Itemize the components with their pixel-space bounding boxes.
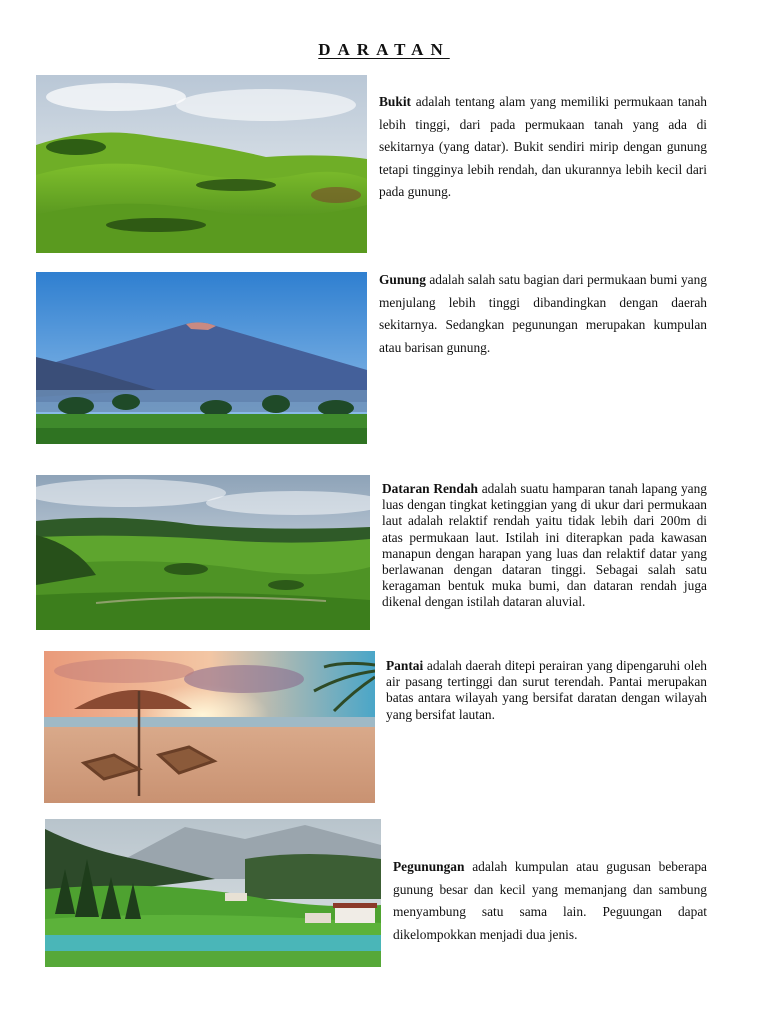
section-bukit [379,91,707,204]
page-title: DARATAN [318,40,450,59]
term-pantai: Pantai [386,658,424,673]
term-pegunungan: Pegunungan [393,859,465,874]
desc-dataran-rendah: adalah suatu hamparan tanah lapang yang luas dengan tingkat ketinggian yang di ukur dari permukaan laut adalah relaktif rendah yaitu tidak lebih dari 200m di atas permukaan laut. Istilah ini diterapkan pada kawasan manapun dengan harapan yang luas dan relaktif datar yang berlawanan dengan dataran tinggi. Sebagai salah satu keragaman bentuk muka bumi, dan dataran rendah juga dikenal dengan istilah dataran aluvial. [382,481,707,610]
term-dataran-rendah: Dataran Rendah [382,481,478,496]
section-pantai [386,658,707,723]
term-gunung: Gunung [379,272,426,287]
term-bukit: Bukit [379,94,412,109]
hills-photo [36,75,367,253]
desc-pegunungan: adalah kumpulan atau gugusan beberapa gunung besar dan kecil yang memanjang dan sambung menyambung satu sama lain. Peguungan dapat dikelompokkan menjadi dua jenis. [393,859,707,942]
desc-pantai: adalah daerah ditepi perairan yang dipengaruhi oleh air pasang tertinggi dan surut terendah. Pantai merupakan batas antara wilayah yang bersifat daratan dengan wilayah yang bersifat lautan. [386,658,707,722]
beach-photo [44,651,375,803]
desc-bukit: adalah tentang alam yang memiliki permukaan tanah lebih tinggi, dari pada permukaan tanah yang ada di sekitarnya (yang datar). Bukit sendiri mirip dengan gunung tetapi tingginya lebih rendah, dan ukurannya lebih kecil dari pada gunung. [379,94,707,199]
mountain-range-photo [45,819,381,967]
section-dataran-rendah [382,481,707,611]
desc-gunung: adalah salah satu bagian dari permukaan bumi yang menjulang lebih tinggi dibandingkan dengan daerah sekitarnya. Sedangkan pegunungan merupakan kumpulan atau barisan gunung. [379,272,707,355]
mountain-photo [36,272,367,444]
section-pegunungan [393,856,707,946]
section-gunung [379,269,707,359]
lowland-photo [36,475,370,630]
